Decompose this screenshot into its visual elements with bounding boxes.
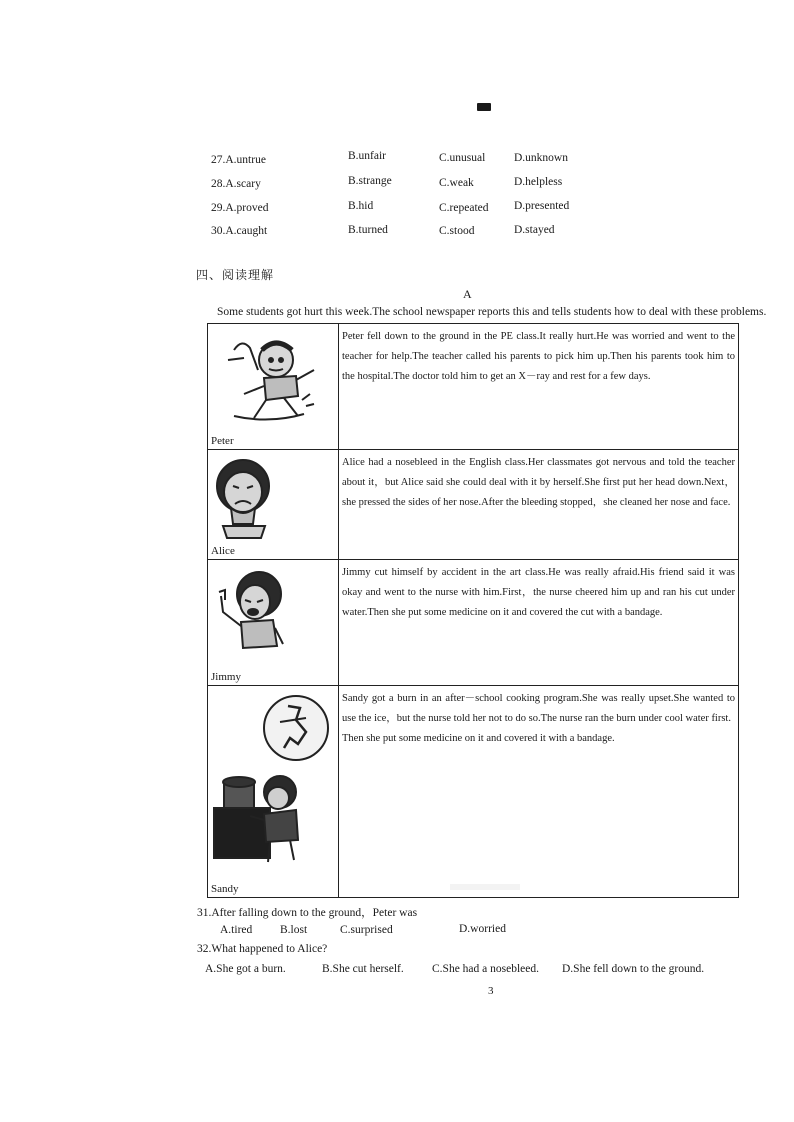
q32-option-b: B.She cut herself.: [322, 963, 404, 975]
passage-text: Sandy got a burn in an after－school cooking program.She was really upset.She wanted to use the ice，but the nurse told her not to do so.The nurse ran the burn under cool water first.: [342, 693, 735, 724]
q30-option-a: 30.A.caught: [211, 225, 268, 237]
passage-cell: [339, 686, 739, 898]
q30-option-b: B.turned: [348, 224, 388, 236]
girl-burn-stove-icon: [210, 692, 334, 872]
q29-option-b: B.hid: [348, 200, 374, 212]
passage-cell: Jimmy cut himself by accident in the art class.He was really afraid.His friend said it was okay and went to the nurse with him.First，the nurse cheered him up and ran his cut under water.Then she put some medicine on it and covered the cut with a bandage.: [339, 560, 739, 686]
picture-cell: [208, 324, 339, 450]
q31-stem: 31.After falling down to the ground，Peter was: [197, 907, 418, 919]
passage-intro: Some students got hurt this week.The school newspaper reports this and tells students how to deal with these problems.: [217, 306, 767, 318]
student-name: Jimmy: [211, 671, 241, 683]
student-name: Peter: [211, 435, 234, 447]
q31-option-c: C.surprised: [340, 924, 393, 936]
girl-nosebleed-icon: [209, 454, 279, 540]
page-number: 3: [488, 985, 494, 997]
q31-option-b: B.lost: [280, 924, 308, 936]
q29-option-a: 29.A.proved: [211, 202, 269, 214]
q27-option-b: B.unfair: [348, 150, 387, 162]
table-row: [208, 686, 739, 898]
q28-option-c: C.weak: [439, 177, 474, 189]
q27-option-d: D.unknown: [514, 152, 568, 164]
passage-text-continued: Then she put some medicine on it and covered it with a bandage.: [342, 733, 615, 744]
student-name: Sandy: [211, 883, 239, 895]
q30-option-c: C.stood: [439, 225, 475, 237]
scan-smudge: [450, 884, 520, 890]
q32-option-c: C.She had a nosebleed.: [432, 963, 539, 975]
picture-cell: [208, 686, 339, 898]
section-title: 四、阅读理解: [196, 268, 275, 282]
passage-letter: A: [463, 287, 472, 301]
q30-option-d: D.stayed: [514, 224, 555, 236]
q31-option-a: A.tired: [220, 924, 253, 936]
passage-cell: Alice had a nosebleed in the English class.Her classmates got nervous and told the teacher about it，but Alice said she could deal with it by herself.She first put her head down.Next，she pressed the sides of her nose.After the bleeding stopped，she cleaned her nose and face.: [339, 450, 739, 560]
q29-option-d: D.presented: [514, 200, 570, 212]
picture-cell: [208, 450, 339, 560]
table-row: [208, 560, 739, 686]
q27-option-a: 27.A.untrue: [211, 154, 266, 166]
q31-option-d: D.worried: [459, 923, 506, 935]
picture-cell: [208, 560, 339, 686]
q28-option-d: D.helpless: [514, 176, 563, 188]
table-row: [208, 324, 739, 450]
reading-table: [207, 323, 739, 898]
q32-option-a: A.She got a burn.: [205, 963, 286, 975]
student-name: Alice: [211, 545, 235, 557]
q32-stem: 32.What happened to Alice?: [197, 943, 328, 955]
q27-option-c: C.unusual: [439, 152, 486, 164]
q32-option-d: D.She fell down to the ground.: [562, 963, 705, 975]
q28-option-a: 28.A.scary: [211, 178, 261, 190]
q29-option-c: C.repeated: [439, 202, 489, 214]
header-mark: [477, 103, 491, 111]
q28-option-b: B.strange: [348, 175, 392, 187]
table-row: [208, 450, 739, 560]
passage-cell: Peter fell down to the ground in the PE class.It really hurt.He was worried and went to the teacher for help.The teacher called his parents to pick him up.Then his parents took him to the hospital.The doctor told him to get an X－ray and rest for a few days.: [339, 324, 739, 450]
boy-cut-finger-icon: [211, 566, 291, 662]
boy-falling-icon: [214, 330, 324, 426]
